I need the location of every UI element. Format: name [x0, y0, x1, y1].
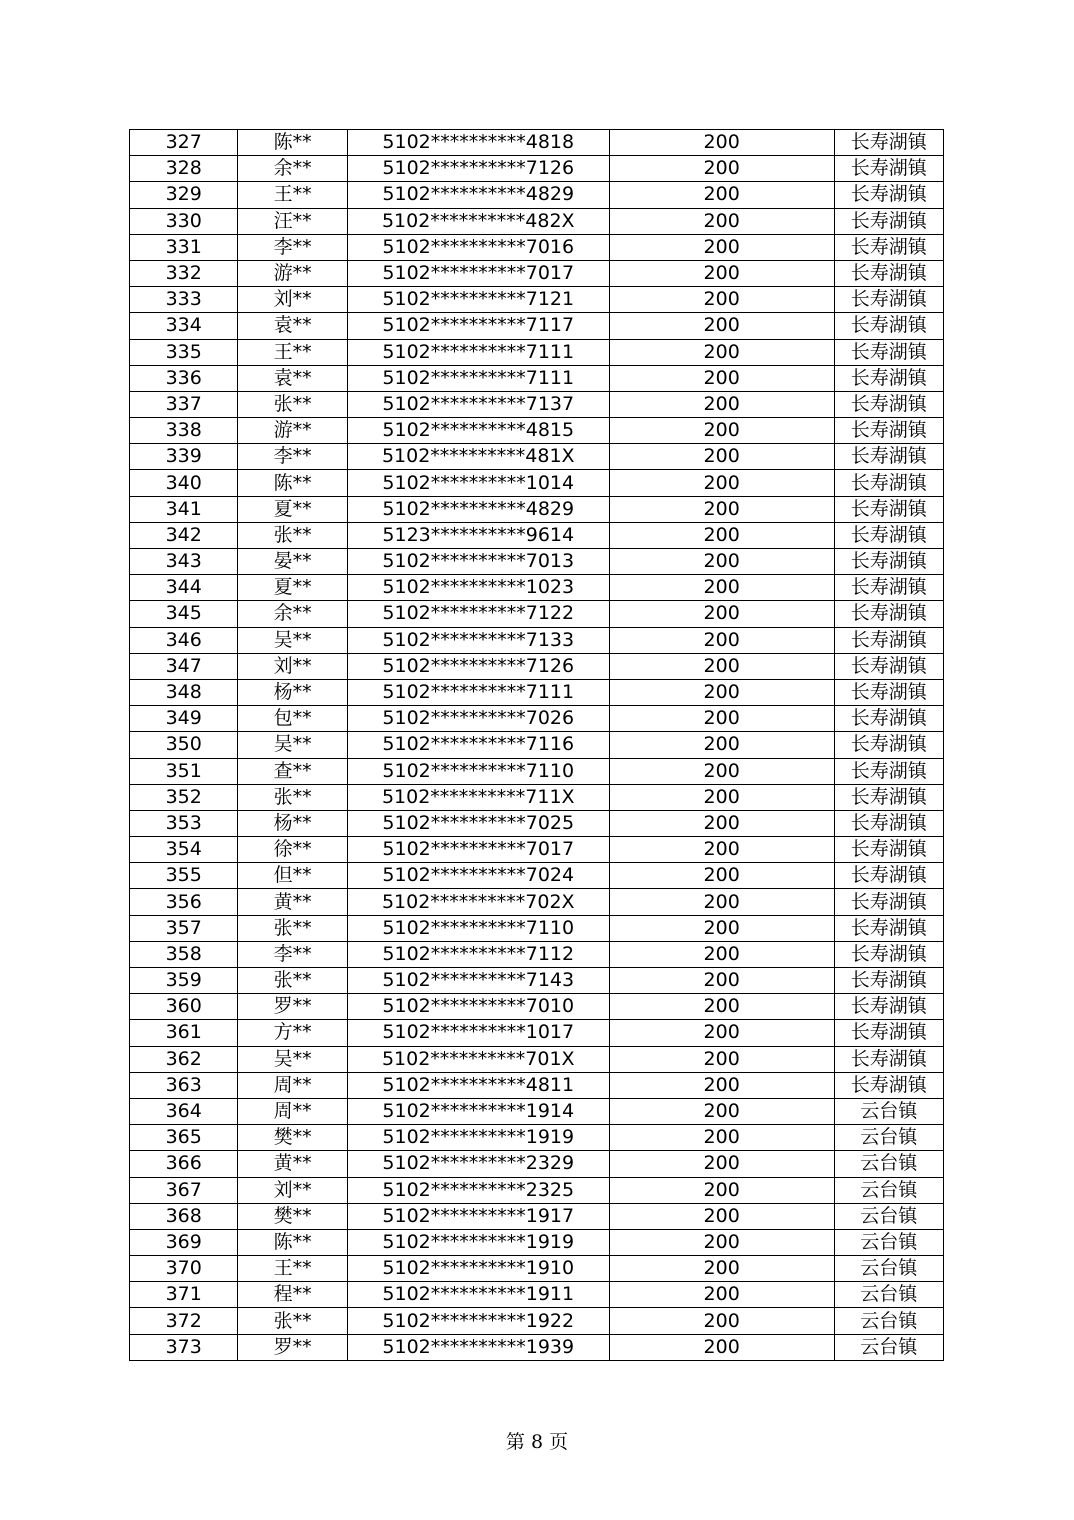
amount-cell: 200 — [609, 837, 834, 863]
table-row — [130, 1229, 944, 1255]
amount-cell: 200 — [609, 1151, 834, 1177]
table-row — [130, 1046, 944, 1072]
masked-name-cell: 王** — [238, 182, 347, 208]
table-row — [130, 837, 944, 863]
town-name-cell: 长寿湖镇 — [834, 391, 943, 417]
table-row — [130, 365, 944, 391]
town-name-cell: 长寿湖镇 — [834, 470, 943, 496]
table-row — [130, 339, 944, 365]
table-row — [130, 679, 944, 705]
amount-cell: 200 — [609, 889, 834, 915]
masked-name-cell: 罗** — [238, 1334, 347, 1360]
masked-name-cell: 李** — [238, 444, 347, 470]
amount-cell: 200 — [609, 182, 834, 208]
masked-id-number-cell: 5102**********7026 — [347, 706, 609, 732]
amount-cell: 200 — [609, 863, 834, 889]
town-name-cell: 长寿湖镇 — [834, 1046, 943, 1072]
table-row — [130, 1334, 944, 1360]
row-number-cell: 356 — [130, 889, 238, 915]
masked-id-number-cell: 5102**********7112 — [347, 941, 609, 967]
masked-id-number-cell: 5102**********4818 — [347, 130, 609, 156]
masked-name-cell: 周** — [238, 1098, 347, 1124]
amount-cell: 200 — [609, 260, 834, 286]
town-name-cell: 长寿湖镇 — [834, 208, 943, 234]
masked-name-cell: 王** — [238, 339, 347, 365]
row-number-cell: 361 — [130, 1020, 238, 1046]
masked-name-cell: 周** — [238, 1072, 347, 1098]
town-name-cell: 长寿湖镇 — [834, 784, 943, 810]
table-row — [130, 1256, 944, 1282]
row-number-cell: 336 — [130, 365, 238, 391]
row-number-cell: 349 — [130, 706, 238, 732]
town-name-cell: 云台镇 — [834, 1203, 943, 1229]
masked-id-number-cell: 5102**********1014 — [347, 470, 609, 496]
amount-cell: 200 — [609, 679, 834, 705]
town-name-cell: 云台镇 — [834, 1098, 943, 1124]
row-number-cell: 328 — [130, 156, 238, 182]
town-name-cell: 长寿湖镇 — [834, 130, 943, 156]
amount-cell: 200 — [609, 575, 834, 601]
masked-name-cell: 杨** — [238, 679, 347, 705]
amount-cell: 200 — [609, 1046, 834, 1072]
masked-id-number-cell: 5102**********482X — [347, 208, 609, 234]
amount-cell: 200 — [609, 1125, 834, 1151]
table-row — [130, 260, 944, 286]
row-number-cell: 339 — [130, 444, 238, 470]
table-row — [130, 470, 944, 496]
masked-id-number-cell: 5102**********1910 — [347, 1256, 609, 1282]
table-row — [130, 915, 944, 941]
masked-id-number-cell: 5102**********7016 — [347, 234, 609, 260]
masked-name-cell: 陈** — [238, 130, 347, 156]
masked-name-cell: 张** — [238, 1308, 347, 1334]
masked-id-number-cell: 5102**********2329 — [347, 1151, 609, 1177]
amount-cell: 200 — [609, 234, 834, 260]
table-row — [130, 1151, 944, 1177]
town-name-cell: 长寿湖镇 — [834, 1072, 943, 1098]
town-name-cell: 长寿湖镇 — [834, 601, 943, 627]
row-number-cell: 355 — [130, 863, 238, 889]
table-row — [130, 941, 944, 967]
masked-name-cell: 吴** — [238, 1046, 347, 1072]
town-name-cell: 长寿湖镇 — [834, 365, 943, 391]
masked-id-number-cell: 5102**********7110 — [347, 758, 609, 784]
table-row — [130, 758, 944, 784]
table-row — [130, 130, 944, 156]
table-row — [130, 653, 944, 679]
masked-id-number-cell: 5102**********1939 — [347, 1334, 609, 1360]
masked-name-cell: 陈** — [238, 470, 347, 496]
town-name-cell: 长寿湖镇 — [834, 234, 943, 260]
amount-cell: 200 — [609, 313, 834, 339]
town-name-cell: 云台镇 — [834, 1229, 943, 1255]
table-row — [130, 391, 944, 417]
masked-id-number-cell: 5102**********7111 — [347, 365, 609, 391]
amount-cell: 200 — [609, 706, 834, 732]
masked-id-number-cell: 5102**********2325 — [347, 1177, 609, 1203]
masked-id-number-cell: 5102**********7025 — [347, 810, 609, 836]
row-number-cell: 366 — [130, 1151, 238, 1177]
town-name-cell: 长寿湖镇 — [834, 444, 943, 470]
amount-cell: 200 — [609, 994, 834, 1020]
amount-cell: 200 — [609, 1282, 834, 1308]
masked-name-cell: 张** — [238, 522, 347, 548]
row-number-cell: 346 — [130, 627, 238, 653]
town-name-cell: 长寿湖镇 — [834, 994, 943, 1020]
masked-name-cell: 吴** — [238, 732, 347, 758]
masked-name-cell: 王** — [238, 1256, 347, 1282]
masked-name-cell: 张** — [238, 968, 347, 994]
masked-name-cell: 樊** — [238, 1125, 347, 1151]
town-name-cell: 长寿湖镇 — [834, 968, 943, 994]
amount-cell: 200 — [609, 391, 834, 417]
amount-cell: 200 — [609, 1229, 834, 1255]
town-name-cell: 云台镇 — [834, 1125, 943, 1151]
amount-cell: 200 — [609, 496, 834, 522]
town-name-cell: 云台镇 — [834, 1282, 943, 1308]
row-number-cell: 352 — [130, 784, 238, 810]
amount-cell: 200 — [609, 758, 834, 784]
masked-name-cell: 但** — [238, 863, 347, 889]
amount-cell: 200 — [609, 732, 834, 758]
row-number-cell: 338 — [130, 418, 238, 444]
town-name-cell: 长寿湖镇 — [834, 679, 943, 705]
masked-name-cell: 袁** — [238, 313, 347, 339]
row-number-cell: 340 — [130, 470, 238, 496]
table-row — [130, 1203, 944, 1229]
table-row — [130, 706, 944, 732]
masked-id-number-cell: 5102**********7137 — [347, 391, 609, 417]
row-number-cell: 342 — [130, 522, 238, 548]
masked-id-number-cell: 5102**********1922 — [347, 1308, 609, 1334]
masked-name-cell: 杨** — [238, 810, 347, 836]
masked-id-number-cell: 5102**********7122 — [347, 601, 609, 627]
town-name-cell: 长寿湖镇 — [834, 706, 943, 732]
row-number-cell: 367 — [130, 1177, 238, 1203]
masked-id-number-cell: 5102**********7117 — [347, 313, 609, 339]
masked-id-number-cell: 5102**********7126 — [347, 156, 609, 182]
amount-cell: 200 — [609, 810, 834, 836]
masked-id-number-cell: 5102**********7133 — [347, 627, 609, 653]
town-name-cell: 长寿湖镇 — [834, 575, 943, 601]
table-row — [130, 601, 944, 627]
amount-cell: 200 — [609, 1020, 834, 1046]
table-row — [130, 313, 944, 339]
town-name-cell: 长寿湖镇 — [834, 837, 943, 863]
table-row — [130, 182, 944, 208]
masked-id-number-cell: 5102**********1023 — [347, 575, 609, 601]
masked-id-number-cell: 5102**********1914 — [347, 1098, 609, 1124]
row-number-cell: 341 — [130, 496, 238, 522]
table-row — [130, 496, 944, 522]
masked-id-number-cell: 5102**********1017 — [347, 1020, 609, 1046]
amount-cell: 200 — [609, 1203, 834, 1229]
row-number-cell: 335 — [130, 339, 238, 365]
table-body — [130, 130, 944, 1361]
town-name-cell: 长寿湖镇 — [834, 260, 943, 286]
town-name-cell: 长寿湖镇 — [834, 182, 943, 208]
masked-id-number-cell: 5102**********1919 — [347, 1125, 609, 1151]
table-row — [130, 810, 944, 836]
masked-id-number-cell: 5102**********7111 — [347, 339, 609, 365]
amount-cell: 200 — [609, 627, 834, 653]
table-row — [130, 156, 944, 182]
amount-cell: 200 — [609, 915, 834, 941]
row-number-cell: 347 — [130, 653, 238, 679]
masked-id-number-cell: 5102**********7017 — [347, 260, 609, 286]
masked-name-cell: 袁** — [238, 365, 347, 391]
table-row — [130, 1308, 944, 1334]
town-name-cell: 云台镇 — [834, 1334, 943, 1360]
row-number-cell: 369 — [130, 1229, 238, 1255]
row-number-cell: 332 — [130, 260, 238, 286]
amount-cell: 200 — [609, 339, 834, 365]
table-row — [130, 732, 944, 758]
masked-name-cell: 刘** — [238, 287, 347, 313]
masked-name-cell: 吴** — [238, 627, 347, 653]
masked-name-cell: 罗** — [238, 994, 347, 1020]
row-number-cell: 329 — [130, 182, 238, 208]
table-row — [130, 1072, 944, 1098]
masked-name-cell: 夏** — [238, 575, 347, 601]
masked-name-cell: 晏** — [238, 549, 347, 575]
town-name-cell: 长寿湖镇 — [834, 1020, 943, 1046]
table-row — [130, 549, 944, 575]
masked-id-number-cell: 5102**********7013 — [347, 549, 609, 575]
masked-name-cell: 黄** — [238, 889, 347, 915]
masked-name-cell: 刘** — [238, 653, 347, 679]
data-table — [129, 129, 944, 1361]
masked-id-number-cell: 5102**********7143 — [347, 968, 609, 994]
amount-cell: 200 — [609, 1334, 834, 1360]
amount-cell: 200 — [609, 444, 834, 470]
masked-id-number-cell: 5102**********4815 — [347, 418, 609, 444]
amount-cell: 200 — [609, 968, 834, 994]
amount-cell: 200 — [609, 1256, 834, 1282]
row-number-cell: 365 — [130, 1125, 238, 1151]
page-number: 第 8 页 — [505, 1431, 569, 1453]
amount-cell: 200 — [609, 784, 834, 810]
town-name-cell: 云台镇 — [834, 1151, 943, 1177]
table-row — [130, 208, 944, 234]
amount-cell: 200 — [609, 1177, 834, 1203]
masked-name-cell: 陈** — [238, 1229, 347, 1255]
town-name-cell: 长寿湖镇 — [834, 156, 943, 182]
amount-cell: 200 — [609, 653, 834, 679]
row-number-cell: 348 — [130, 679, 238, 705]
masked-name-cell: 余** — [238, 601, 347, 627]
masked-id-number-cell: 5102**********7111 — [347, 679, 609, 705]
masked-name-cell: 查** — [238, 758, 347, 784]
amount-cell: 200 — [609, 601, 834, 627]
row-number-cell: 370 — [130, 1256, 238, 1282]
masked-name-cell: 黄** — [238, 1151, 347, 1177]
table-row — [130, 444, 944, 470]
row-number-cell: 368 — [130, 1203, 238, 1229]
town-name-cell: 长寿湖镇 — [834, 549, 943, 575]
amount-cell: 200 — [609, 1098, 834, 1124]
masked-name-cell: 张** — [238, 915, 347, 941]
row-number-cell: 351 — [130, 758, 238, 784]
masked-id-number-cell: 5102**********702X — [347, 889, 609, 915]
row-number-cell: 344 — [130, 575, 238, 601]
town-name-cell: 云台镇 — [834, 1308, 943, 1334]
row-number-cell: 337 — [130, 391, 238, 417]
row-number-cell: 364 — [130, 1098, 238, 1124]
masked-name-cell: 张** — [238, 784, 347, 810]
table-row — [130, 968, 944, 994]
town-name-cell: 长寿湖镇 — [834, 653, 943, 679]
masked-id-number-cell: 5102**********7110 — [347, 915, 609, 941]
masked-name-cell: 游** — [238, 418, 347, 444]
masked-id-number-cell: 5102**********4829 — [347, 496, 609, 522]
amount-cell: 200 — [609, 1308, 834, 1334]
table-row — [130, 784, 944, 810]
masked-id-number-cell: 5102**********7116 — [347, 732, 609, 758]
row-number-cell: 358 — [130, 941, 238, 967]
masked-name-cell: 汪** — [238, 208, 347, 234]
masked-id-number-cell: 5102**********4811 — [347, 1072, 609, 1098]
table-row — [130, 889, 944, 915]
table-row — [130, 1125, 944, 1151]
row-number-cell: 362 — [130, 1046, 238, 1072]
masked-id-number-cell: 5102**********701X — [347, 1046, 609, 1072]
table-row — [130, 994, 944, 1020]
row-number-cell: 330 — [130, 208, 238, 234]
row-number-cell: 354 — [130, 837, 238, 863]
town-name-cell: 长寿湖镇 — [834, 863, 943, 889]
row-number-cell: 363 — [130, 1072, 238, 1098]
town-name-cell: 长寿湖镇 — [834, 496, 943, 522]
masked-id-number-cell: 5123**********9614 — [347, 522, 609, 548]
table-row — [130, 627, 944, 653]
row-number-cell: 357 — [130, 915, 238, 941]
masked-name-cell: 张** — [238, 391, 347, 417]
row-number-cell: 350 — [130, 732, 238, 758]
town-name-cell: 长寿湖镇 — [834, 627, 943, 653]
town-name-cell: 长寿湖镇 — [834, 915, 943, 941]
masked-id-number-cell: 5102**********7121 — [347, 287, 609, 313]
table-row — [130, 234, 944, 260]
masked-name-cell: 游** — [238, 260, 347, 286]
amount-cell: 200 — [609, 365, 834, 391]
town-name-cell: 云台镇 — [834, 1256, 943, 1282]
table-row — [130, 863, 944, 889]
row-number-cell: 371 — [130, 1282, 238, 1308]
amount-cell: 200 — [609, 130, 834, 156]
amount-cell: 200 — [609, 549, 834, 575]
table-row — [130, 1282, 944, 1308]
town-name-cell: 长寿湖镇 — [834, 758, 943, 784]
table-row — [130, 1098, 944, 1124]
row-number-cell: 345 — [130, 601, 238, 627]
town-name-cell: 云台镇 — [834, 1177, 943, 1203]
table-row — [130, 1177, 944, 1203]
masked-name-cell: 程** — [238, 1282, 347, 1308]
amount-cell: 200 — [609, 208, 834, 234]
table-row — [130, 575, 944, 601]
town-name-cell: 长寿湖镇 — [834, 339, 943, 365]
masked-name-cell: 余** — [238, 156, 347, 182]
masked-name-cell: 徐** — [238, 837, 347, 863]
masked-id-number-cell: 5102**********7017 — [347, 837, 609, 863]
masked-id-number-cell: 5102**********1911 — [347, 1282, 609, 1308]
masked-name-cell: 包** — [238, 706, 347, 732]
row-number-cell: 333 — [130, 287, 238, 313]
masked-name-cell: 樊** — [238, 1203, 347, 1229]
amount-cell: 200 — [609, 522, 834, 548]
row-number-cell: 373 — [130, 1334, 238, 1360]
town-name-cell: 长寿湖镇 — [834, 313, 943, 339]
row-number-cell: 372 — [130, 1308, 238, 1334]
row-number-cell: 360 — [130, 994, 238, 1020]
masked-name-cell: 方** — [238, 1020, 347, 1046]
row-number-cell: 331 — [130, 234, 238, 260]
masked-name-cell: 夏** — [238, 496, 347, 522]
town-name-cell: 长寿湖镇 — [834, 418, 943, 444]
row-number-cell: 353 — [130, 810, 238, 836]
amount-cell: 200 — [609, 1072, 834, 1098]
masked-id-number-cell: 5102**********481X — [347, 444, 609, 470]
masked-id-number-cell: 5102**********4829 — [347, 182, 609, 208]
masked-id-number-cell: 5102**********1919 — [347, 1229, 609, 1255]
masked-id-number-cell: 5102**********711X — [347, 784, 609, 810]
table-row — [130, 418, 944, 444]
amount-cell: 200 — [609, 156, 834, 182]
row-number-cell: 343 — [130, 549, 238, 575]
amount-cell: 200 — [609, 470, 834, 496]
amount-cell: 200 — [609, 287, 834, 313]
masked-name-cell: 李** — [238, 234, 347, 260]
masked-id-number-cell: 5102**********7010 — [347, 994, 609, 1020]
town-name-cell: 长寿湖镇 — [834, 810, 943, 836]
row-number-cell: 359 — [130, 968, 238, 994]
masked-id-number-cell: 5102**********7024 — [347, 863, 609, 889]
town-name-cell: 长寿湖镇 — [834, 732, 943, 758]
town-name-cell: 长寿湖镇 — [834, 941, 943, 967]
masked-id-number-cell: 5102**********7126 — [347, 653, 609, 679]
table-row — [130, 522, 944, 548]
amount-cell: 200 — [609, 418, 834, 444]
town-name-cell: 长寿湖镇 — [834, 889, 943, 915]
amount-cell: 200 — [609, 941, 834, 967]
town-name-cell: 长寿湖镇 — [834, 522, 943, 548]
masked-name-cell: 李** — [238, 941, 347, 967]
table-row — [130, 1020, 944, 1046]
table-row — [130, 287, 944, 313]
masked-name-cell: 刘** — [238, 1177, 347, 1203]
row-number-cell: 327 — [130, 130, 238, 156]
town-name-cell: 长寿湖镇 — [834, 287, 943, 313]
row-number-cell: 334 — [130, 313, 238, 339]
masked-id-number-cell: 5102**********1917 — [347, 1203, 609, 1229]
